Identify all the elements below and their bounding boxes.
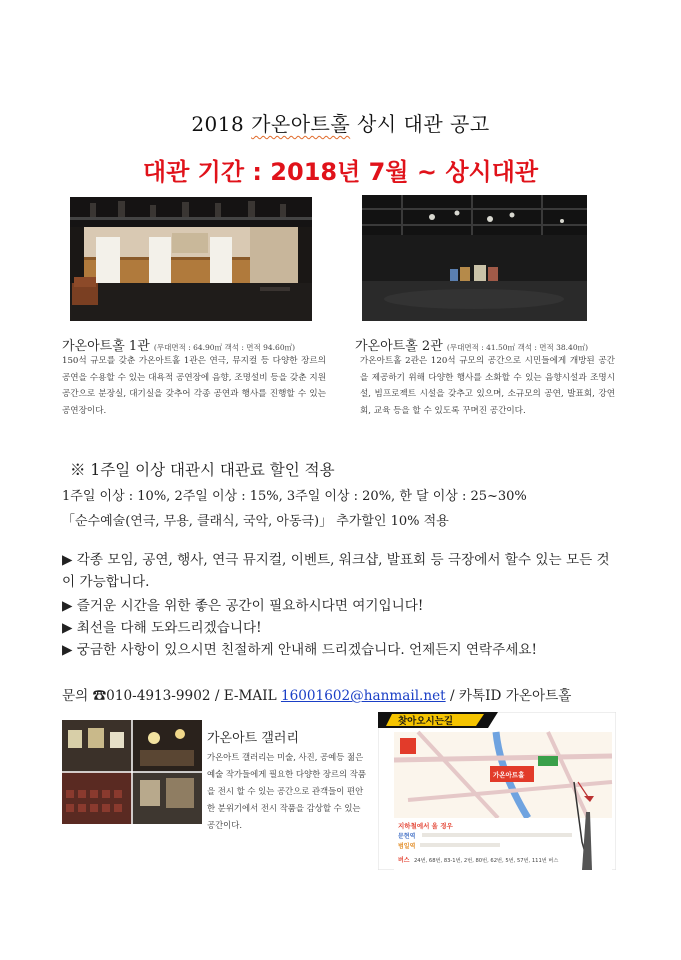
bullet-item: ▶ 즐거운 시간을 위한 좋은 공간이 필요하시다면 여기입니다!: [62, 598, 424, 614]
gallery-photo: [62, 720, 202, 824]
map-bus-label: 버스: [398, 857, 410, 864]
gallery-description: 가온아트 갤러리는 미술, 사진, 공예등 젊은 예술 작가들에게 필요한 다양한 장르의 작품을 전시 할 수 있는 공간으로 관객들이 편안한 분위기에서 전시 작품을 감상할 수 있는 공간이다.: [207, 752, 366, 830]
hall2-title: [355, 335, 588, 354]
hall1-photo: [70, 197, 312, 321]
discount-rates: 1주일 이상 : 10%, 2주일 이상 : 15%, 3주일 이상 : 20%, 한 달 이상 : 25~30%: [62, 489, 527, 504]
map-station-munhyeon: 문현역: [398, 833, 416, 840]
hall1-spec: (무대면적 : 64.90㎡ 객석 : 면적 94.60㎡): [153, 343, 296, 352]
gallery-title: 가온아트 갤러리: [207, 731, 300, 746]
discount-heading: ※ 1주일 이상 대관시 대관료 할인 적용: [70, 461, 335, 479]
contact-phone: 문의 ☎010-4913-9902 / E-MAIL: [62, 688, 281, 704]
discount-extra: 「순수예술(연극, 무용, 클래식, 국악, 아동극)」 추가할인 10% 적용: [62, 514, 449, 529]
contact-kakao: / 카톡ID 가온아트홀: [445, 688, 572, 704]
hall2-spec: (무대면적 : 41.50㎡ 객석 : 면적 38.40㎡): [446, 343, 589, 352]
map-venue-label: 가온아트홀: [493, 771, 525, 779]
title-prefix: 2018: [191, 112, 252, 136]
title-venue: 가온아트홀: [251, 112, 351, 136]
hall2-description: 가온아트홀 2관은 120석 규모의 공간으로 시민들에게 개방된 공간을 제공하기 위해 다양한 행사를 소화할 수 있는 음향시설과 조명시설, 빔프로젝트 시설을 갖추고 있으며, 소규모의 공연, 발표회, 강연회, 교육 등을 할 수 있도록 꾸며진 공간이다.: [360, 356, 615, 416]
hall1-title: [62, 335, 295, 354]
map-subway-label: 지하철에서 올 경우: [398, 822, 453, 830]
hall2-name: 가온아트홀 2관: [355, 339, 443, 354]
document-title: [0, 108, 681, 137]
bullet-item: ▶ 각종 모임, 공연, 행사, 연극 뮤지컬, 이벤트, 워크샵, 발표회 등 극장에서 할수 있는 모든 것이 가능합니다.: [62, 552, 610, 590]
rental-period: 대관 기간 : 2018년 7월 ~ 상시대관: [142, 158, 539, 186]
title-suffix: 상시 대관 공고: [350, 112, 490, 136]
bullet-item: ▶ 궁금한 사항이 있으시면 친절하게 안내해 드리겠습니다. 언제든지 연락주세요!: [62, 642, 538, 658]
map-station-beomil: 범일역: [398, 843, 416, 850]
directions-map: [378, 712, 616, 870]
bullet-item: ▶ 최선을 다해 도와드리겠습니다!: [62, 620, 262, 636]
hall1-name: 가온아트홀 1관: [62, 339, 150, 354]
map-banner: 찾아오시는길: [398, 716, 454, 727]
map-bus-numbers: 24번, 68번, 83-1번, 2번, 80번, 62번, 5번, 57번, 111번 버스: [414, 858, 559, 864]
contact-line: [62, 684, 571, 704]
contact-email-link[interactable]: 16001602@hanmail.net: [280, 688, 446, 704]
hall2-photo: [362, 195, 587, 321]
hall1-description: 150석 규모를 갖춘 가온아트홀 1관은 연극, 뮤지컬 등 다양한 장르의 공연을 수용할 수 있는 대욕적 공연장에 음향, 조명설비 등을 갖춘 지원공간으로 분장실, 대기실을 갖추어 각종 공연과 행사를 진행할 수 있는 공연장이다.: [62, 356, 326, 416]
